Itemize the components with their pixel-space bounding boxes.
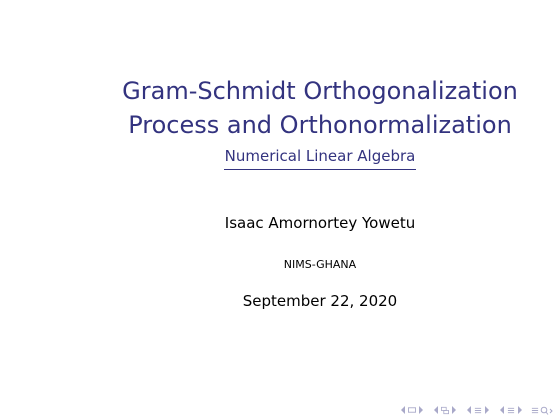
slide-subtitle: Numerical Linear Algebra bbox=[224, 147, 416, 165]
slide-title-line-2: Process and Orthonormalization bbox=[128, 111, 512, 139]
institute-name: NIMS-GHANA bbox=[283, 258, 357, 271]
nav-group-tools bbox=[531, 405, 554, 415]
next-frame-icon[interactable] bbox=[417, 405, 425, 415]
frame-icon[interactable] bbox=[408, 405, 416, 415]
prev-subsection-icon[interactable] bbox=[432, 405, 440, 415]
prev-section-icon[interactable] bbox=[465, 405, 473, 415]
subtitle-underline bbox=[224, 169, 416, 170]
section-icon[interactable] bbox=[474, 405, 482, 415]
align-icon[interactable] bbox=[531, 405, 539, 415]
beamer-navigation-bar bbox=[394, 404, 554, 416]
title-block bbox=[110, 74, 530, 170]
prev-doc-icon[interactable] bbox=[498, 405, 506, 415]
prev-frame-icon[interactable] bbox=[399, 405, 407, 415]
search-icon[interactable] bbox=[540, 405, 554, 415]
nav-group-subsection bbox=[432, 405, 458, 415]
nav-group-section bbox=[465, 405, 491, 415]
nav-group-frame bbox=[399, 405, 425, 415]
presentation-date: September 22, 2020 bbox=[242, 292, 398, 310]
slide-title-line-1: Gram-Schmidt Orthogonalization bbox=[122, 77, 518, 105]
next-section-icon[interactable] bbox=[483, 405, 491, 415]
doc-icon[interactable] bbox=[507, 405, 515, 415]
author-name: Isaac Amornortey Yowetu bbox=[224, 214, 416, 232]
next-subsection-icon[interactable] bbox=[450, 405, 458, 415]
next-doc-icon[interactable] bbox=[516, 405, 524, 415]
subsection-icon[interactable] bbox=[441, 405, 449, 415]
nav-group-document bbox=[498, 405, 524, 415]
